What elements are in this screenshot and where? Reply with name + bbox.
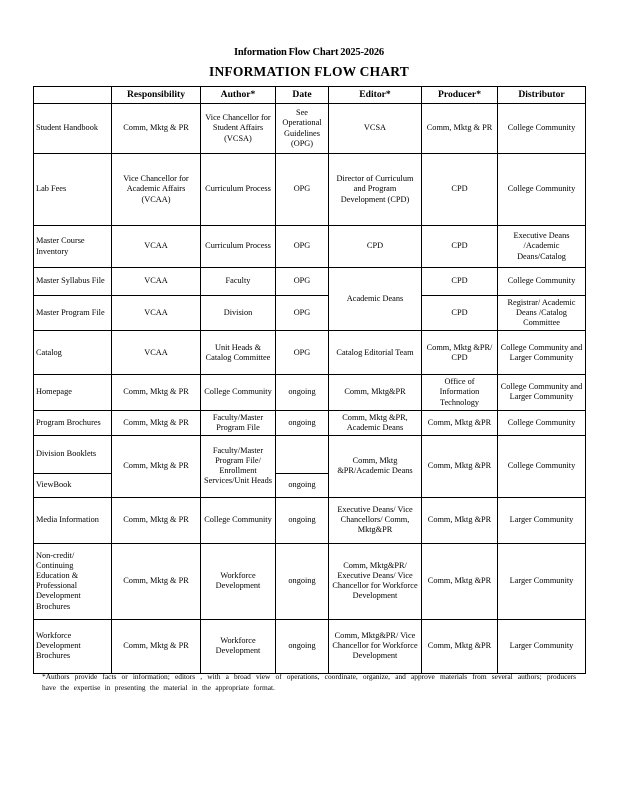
row-responsibility: Comm, Mktg & PR — [112, 375, 201, 410]
column-header-responsibility: Responsibility — [112, 87, 201, 104]
row-distributor: College Community and Larger Community — [498, 375, 586, 410]
table-row — [34, 375, 586, 410]
row-responsibility: Comm, Mktg & PR — [112, 619, 201, 673]
table-row — [34, 410, 586, 435]
row-author: Faculty — [201, 268, 276, 296]
row-date: OPG — [276, 331, 329, 375]
row-distributor: College Community — [498, 104, 586, 154]
row-producer: Comm, Mktg &PR/ CPD — [422, 331, 498, 375]
row-editor: Catalog Editorial Team — [329, 331, 422, 375]
row-item: Student Handbook — [34, 104, 112, 154]
column-header-date: Date — [276, 87, 329, 104]
row-author: Division — [201, 296, 276, 331]
row-date: ongoing — [276, 473, 329, 497]
row-editor: CPD — [329, 226, 422, 268]
row-distributor: College Community — [498, 154, 586, 226]
column-header-item — [34, 87, 112, 104]
row-author: Curriculum Process — [201, 154, 276, 226]
row-item: Non-credit/ Continuing Education & Professional Development Brochures — [34, 543, 112, 619]
row-date: OPG — [276, 154, 329, 226]
table-row — [34, 104, 586, 154]
row-producer: Comm, Mktg &PR — [422, 410, 498, 435]
row-responsibility: VCAA — [112, 331, 201, 375]
row-responsibility: Comm, Mktg & PR — [112, 410, 201, 435]
footnote: *Authors provide facts or information; editors , with a broad view of operations, coordinate, organize, and approve materials from several authors; producers have the expertise in presenting the material in the appropriate format. — [42, 672, 576, 693]
row-date — [276, 435, 329, 473]
row-date: OPG — [276, 296, 329, 331]
row-date: ongoing — [276, 375, 329, 410]
row-author: Vice Chancellor for Student Affairs (VCSA) — [201, 104, 276, 154]
row-item: Catalog — [34, 331, 112, 375]
table-row — [34, 543, 586, 619]
table-row — [34, 296, 586, 331]
row-author: Unit Heads & Catalog Committee — [201, 331, 276, 375]
row-distributor: College Community and Larger Community — [498, 331, 586, 375]
row-producer: Comm, Mktg &PR — [422, 543, 498, 619]
row-editor: VCSA — [329, 104, 422, 154]
row-date: ongoing — [276, 497, 329, 543]
row-item: Lab Fees — [34, 154, 112, 226]
column-header-distributor: Distributor — [498, 87, 586, 104]
table-row — [34, 154, 586, 226]
table-row — [34, 226, 586, 268]
row-date: ongoing — [276, 543, 329, 619]
row-author: Faculty/Master Program File/ Enrollment Services/Unit Heads — [201, 435, 276, 497]
row-item: Media Information — [34, 497, 112, 543]
row-item: ViewBook — [34, 473, 112, 497]
row-distributor: Larger Community — [498, 497, 586, 543]
row-responsibility: Comm, Mktg & PR — [112, 497, 201, 543]
header-mid-text: Flow Chart — [288, 47, 339, 58]
row-editor: Comm, Mktg&PR — [329, 375, 422, 410]
header-left-text: Information — [234, 47, 287, 58]
row-producer: CPD — [422, 296, 498, 331]
row-date: See Operational Guidelines (OPG) — [276, 104, 329, 154]
row-responsibility: Comm, Mktg & PR — [112, 435, 201, 497]
table-header-row — [34, 87, 586, 104]
column-header-producer: Producer* — [422, 87, 498, 104]
row-date: ongoing — [276, 410, 329, 435]
row-editor: Comm, Mktg &PR, Academic Deans — [329, 410, 422, 435]
table-row — [34, 268, 586, 296]
row-producer: Comm, Mktg &PR — [422, 497, 498, 543]
row-date: OPG — [276, 226, 329, 268]
row-producer: Comm, Mktg & PR — [422, 104, 498, 154]
information-flow-table — [33, 86, 586, 674]
row-responsibility: VCAA — [112, 226, 201, 268]
row-producer: Office of Information Technology — [422, 375, 498, 410]
row-author: Curriculum Process — [201, 226, 276, 268]
row-distributor: Executive Deans /Academic Deans/Catalog — [498, 226, 586, 268]
row-distributor: Registrar/ Academic Deans /Catalog Committee — [498, 296, 586, 331]
row-responsibility: Comm, Mktg & PR — [112, 543, 201, 619]
row-item: Homepage — [34, 375, 112, 410]
row-author: College Community — [201, 497, 276, 543]
page-title: INFORMATION FLOW CHART — [209, 64, 409, 79]
row-editor: Comm, Mktg&PR/ Executive Deans/ Vice Chancellor for Workforce Development — [329, 543, 422, 619]
table-row — [34, 619, 586, 673]
row-distributor: College Community — [498, 268, 586, 296]
column-header-editor: Editor* — [329, 87, 422, 104]
row-date: ongoing — [276, 619, 329, 673]
row-author: Workforce Development — [201, 619, 276, 673]
row-item: Workforce Development Brochures — [34, 619, 112, 673]
row-editor: Director of Curriculum and Program Development (CPD) — [329, 154, 422, 226]
row-author: Faculty/Master Program File — [201, 410, 276, 435]
row-editor: Executive Deans/ Vice Chancellors/ Comm, Mktg&PR — [329, 497, 422, 543]
row-responsibility: VCAA — [112, 268, 201, 296]
row-editor: Comm, Mktg&PR/ Vice Chancellor for Workforce Development — [329, 619, 422, 673]
row-responsibility: Vice Chancellor for Academic Affairs (VCAA) — [112, 154, 201, 226]
row-date: OPG — [276, 268, 329, 296]
header-right-text: 2025-2026 — [340, 47, 384, 58]
row-item: Program Brochures — [34, 410, 112, 435]
row-distributor: Larger Community — [498, 619, 586, 673]
column-header-author: Author* — [201, 87, 276, 104]
row-author: College Community — [201, 375, 276, 410]
row-editor: Academic Deans — [329, 268, 422, 331]
row-item: Master Syllabus File — [34, 268, 112, 296]
table-row — [34, 497, 586, 543]
row-item: Division Booklets — [34, 435, 112, 473]
table-row — [34, 435, 586, 473]
row-producer: Comm, Mktg &PR — [422, 435, 498, 497]
row-producer: Comm, Mktg &PR — [422, 619, 498, 673]
row-editor: Comm, Mktg &PR/Academic Deans — [329, 435, 422, 497]
row-responsibility: Comm, Mktg & PR — [112, 104, 201, 154]
row-producer: CPD — [422, 154, 498, 226]
row-distributor: Larger Community — [498, 543, 586, 619]
row-distributor: College Community — [498, 410, 586, 435]
document-header — [0, 47, 618, 58]
row-distributor: College Community — [498, 435, 586, 497]
row-producer: CPD — [422, 226, 498, 268]
row-responsibility: VCAA — [112, 296, 201, 331]
row-producer: CPD — [422, 268, 498, 296]
table-row — [34, 331, 586, 375]
row-author: Workforce Development — [201, 543, 276, 619]
row-item: Master Course Inventory — [34, 226, 112, 268]
row-item: Master Program File — [34, 296, 112, 331]
